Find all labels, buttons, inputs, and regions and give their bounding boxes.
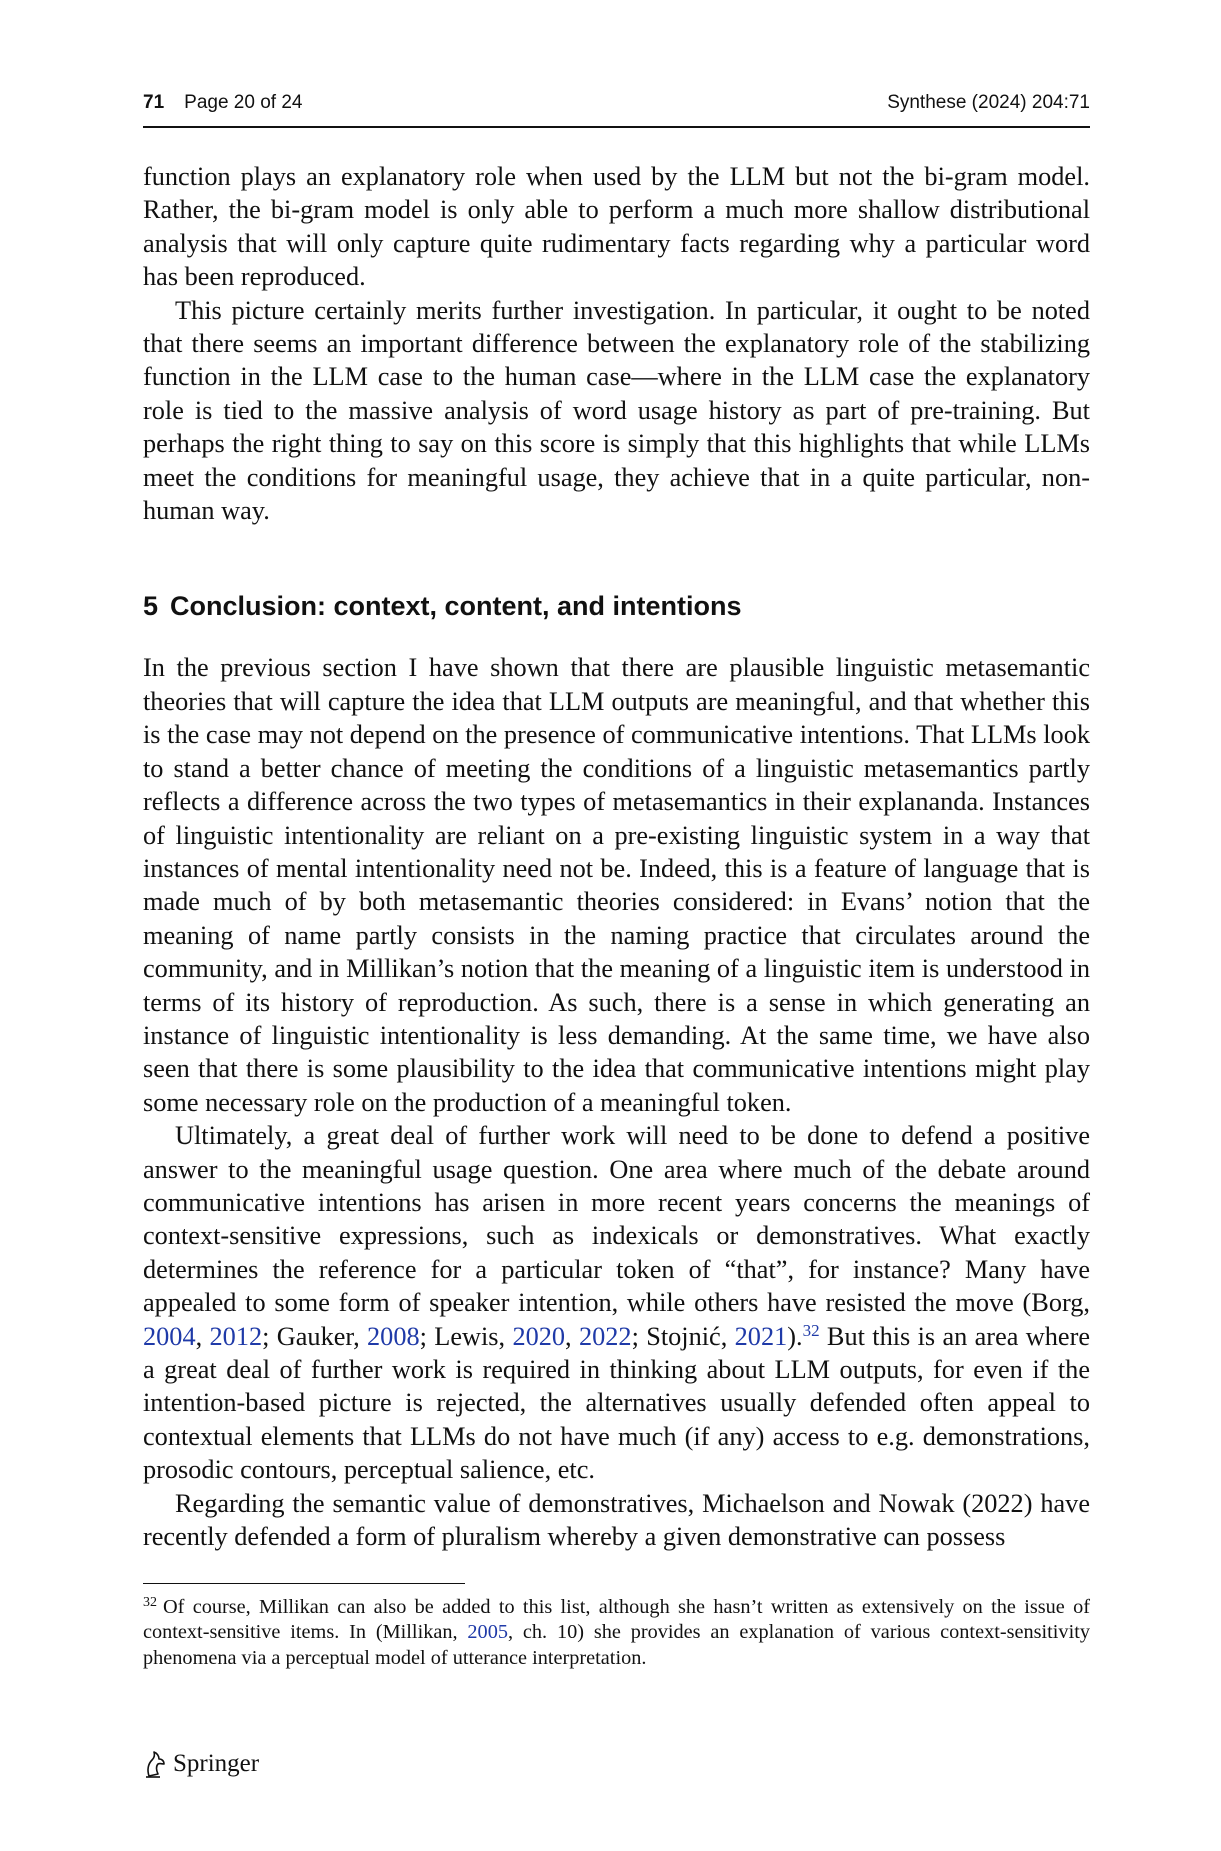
- paragraph-text: But this is an area where a great deal of further work is required in thinking about LLM outputs, for even if the intention-based picture is rejected, the alternatives usually defended often appeal to contextual elements that LLMs do not have much (if any) access to e.g. demonstrations, prosodic contours, perceptual salience, etc.: [143, 1321, 1090, 1485]
- section-title: Conclusion: context, content, and intentions: [170, 591, 742, 622]
- springer-horse-icon: [143, 1750, 167, 1778]
- header-rule: [143, 126, 1090, 128]
- citation-link-stojnic-2021[interactable]: 2021: [734, 1321, 788, 1351]
- citation-link-borg-2004[interactable]: 2004: [143, 1321, 196, 1351]
- footnote-number: 32: [143, 1595, 157, 1610]
- footnote: [143, 1595, 1090, 1671]
- citation-author: ; Gauker,: [262, 1321, 368, 1351]
- citation-link-lewis-2020[interactable]: 2020: [512, 1321, 566, 1351]
- page-label: Page 20 of 24: [184, 92, 303, 113]
- citation-close: ).: [787, 1321, 803, 1351]
- section-heading: [143, 590, 1090, 623]
- paragraph-text: Ultimately, a great deal of further work will need to be done to defend a positive answer to the meaningful usage question. One area where much of the debate around communicative intentions has arisen in more recent years concerns the meanings of context-sensitive expressions, such as indexicals or demonstratives. What exactly determines the reference for a particular token of “that”, for instance? Many have appealed to some form of speaker intention, while others have resisted the move (Borg,: [143, 1121, 1090, 1318]
- journal-citation: Synthese (2024) 204:71: [887, 92, 1090, 113]
- publisher-logo: [143, 1749, 259, 1779]
- citation-author: ; Stojnić,: [631, 1321, 735, 1351]
- paragraph: Regarding the semantic value of demonstratives, Michaelson and Nowak (2022) have recently defended a form of pluralism whereby a given demonstrative can possess: [143, 1488, 1090, 1552]
- paragraph-continued: function plays an explanatory role when used by the LLM but not the bi-gram model. Rather, the bi-gram model is only able to perform a much more shallow distributional analysis that will only capture quite rudimentary facts regarding why a particular word has been reproduced.: [143, 162, 1090, 292]
- paragraph-with-citations: [143, 1119, 1090, 1486]
- citation-separator: ,: [195, 1321, 210, 1351]
- paragraph: This picture certainly merits further investigation. In particular, it ought to be noted that there seems an important difference between the explanatory role of the stabilizing function in the LLM case to the human case—where in the LLM case the explanatory role is tied to the massive analysis of word usage history as part of pre-training. But perhaps the right thing to say on this score is simply that this highlights that while LLMs meet the conditions for meaningful usage, they achieve that in a quite particular, non-human way.: [143, 295, 1090, 526]
- footnote-text: Of course, Millikan can also be added to this list, although she hasn’t written as extensively on the issue of context-sensitive items. In (Millikan,: [143, 1596, 1090, 1644]
- section-number: 5: [143, 591, 159, 622]
- footnote-marker-link[interactable]: 32: [802, 1320, 820, 1340]
- footnote-rule: [143, 1583, 465, 1584]
- citation-link-gauker-2008[interactable]: 2008: [367, 1321, 420, 1351]
- header-left: [143, 92, 302, 114]
- running-header: [143, 92, 1090, 126]
- citation-link-millikan-2005[interactable]: 2005: [467, 1621, 508, 1644]
- citation-separator: ,: [565, 1321, 579, 1351]
- article-number: 71: [143, 92, 165, 113]
- citation-link-lewis-2022[interactable]: 2022: [578, 1321, 632, 1351]
- publisher-name: Springer: [173, 1750, 260, 1777]
- footnote-text: , ch. 10) she provides an explanation of various context-sensitivity phenomena via a perceptual model of utterance interpretation.: [143, 1621, 1090, 1669]
- citation-link-borg-2012[interactable]: 2012: [209, 1321, 263, 1351]
- body-text: [143, 160, 1090, 1553]
- citation-author: ; Lewis,: [419, 1321, 513, 1351]
- paragraph: In the previous section I have shown that there are plausible linguistic metasemantic theories that will capture the idea that LLM outputs are meaningful, and that whether this is the case may not depend on the presence of communicative intentions. That LLMs look to stand a better chance of meeting the conditions of a linguistic metasemantics partly reflects a difference across the two types of metasemantics in their explananda. Instances of linguistic intentionality are reliant on a pre-existing linguistic system in a way that instances of mental intentionality need not be. Indeed, this is a feature of language that is made much of by both metasemantic theories considered: in Evans’ notion that the meaning of name partly consists in the naming practice that circulates around the community, and in Millikan’s notion that the meaning of a linguistic item is understood in terms of its history of reproduction. As such, there is a sense in which generating an instance of linguistic intentionality is less demanding. At the same time, we have also seen that there is some plausibility to the idea that communicative intentions might play some necessary role on the production of a meaningful token.: [143, 653, 1090, 1117]
